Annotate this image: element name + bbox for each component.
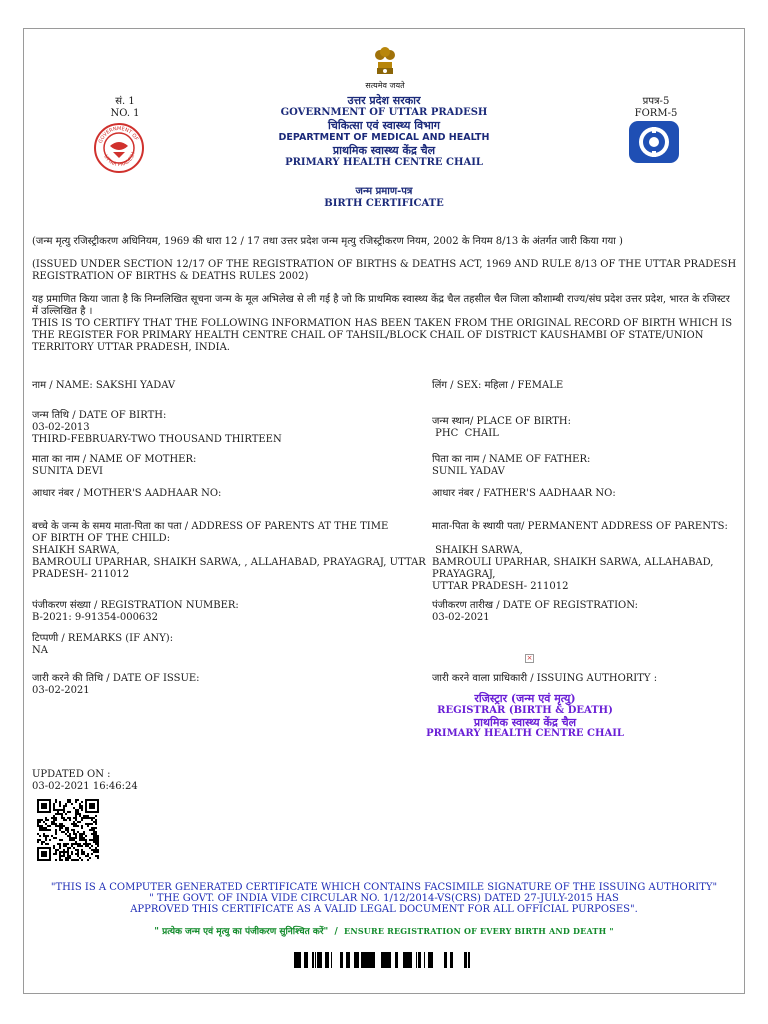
dept-title-en: DEPARTMENT OF MEDICAL AND HEALTH <box>278 132 490 143</box>
footer-circular-line1: " THE GOVT. OF INDIA VIDE CIRCULAR NO. 1/12/2014-VS(CRS) DATED 27-JULY-2015 HAS <box>149 893 619 904</box>
govt-title-en: GOVERNMENT OF UTTAR PRADESH <box>280 107 488 118</box>
registrar-title-hindi: रजिस्ट्रार (जन्म एवं मृत्यु) <box>474 692 576 705</box>
permanent-address-line1: SHAIKH SARWA, <box>432 545 523 556</box>
name-field: नाम / NAME: SAKSHI YADAV <box>32 380 176 391</box>
mother-aadhaar-label: आधार नंबर / MOTHER'S AADHAAR NO: <box>32 488 222 499</box>
dob-words: THIRD-FEBRUARY-TWO THOUSAND THIRTEEN <box>32 434 282 445</box>
registrar-phc-hindi: प्राथमिक स्वास्थ्य केंद्र चैल <box>473 716 577 729</box>
emblem-motto: सत्यमेव जयते <box>365 81 405 90</box>
birth-address-label-line1: बच्चे के जन्म के समय माता-पिता का पता / ADDRESS OF PARENTS AT THE TIME <box>32 521 389 532</box>
birth-address-line3: PRADESH- 211012 <box>32 569 130 580</box>
sex-field: लिंग / SEX: महिला / FEMALE <box>432 380 564 391</box>
act-statement-en: (ISSUED UNDER SECTION 12/17 OF THE REGISTRATION OF BIRTHS & DEATHS ACT, 1969 AND RULE 8/13 OF THE UTTAR PRADESH REGISTRATION OF BIRTHS & DEATHS RULES 2002) <box>32 259 737 282</box>
dob-value: 03-02-2013 <box>32 422 90 433</box>
updated-on-label: UPDATED ON : <box>32 769 111 780</box>
national-emblem-icon <box>365 42 405 82</box>
permanent-address-line4: UTTAR PRADESH- 211012 <box>432 581 569 592</box>
permanent-address-label: माता-पिता के स्थायी पता/ PERMANENT ADDRESS OF PARENTS: <box>432 521 728 532</box>
seal-text-bottom: UTTAR PRADESH <box>102 151 137 169</box>
signature-image-placeholder-icon: × <box>526 654 533 662</box>
barcode-icon <box>294 952 474 968</box>
pob-value: PHC CHAIL <box>432 428 499 439</box>
phc-title-hindi: प्राथमिक स्वास्थ्य केंद्र चैल <box>332 144 436 157</box>
father-aadhaar-label: आधार नंबर / FATHER'S AADHAAR NO: <box>432 488 616 499</box>
father-name-value: SUNIL YADAV <box>432 466 505 477</box>
remarks-value: NA <box>32 645 48 656</box>
issue-date-value: 03-02-2021 <box>32 685 90 696</box>
phc-title-en: PRIMARY HEALTH CENTRE CHAIL <box>285 157 483 168</box>
permanent-address-line3: PRAYAGRAJ, <box>432 569 496 580</box>
father-name-label: पिता का नाम / NAME OF FATHER: <box>432 454 591 465</box>
issue-date-label: जारी करने की तिथि / DATE OF ISSUE: <box>32 673 200 684</box>
registrar-phc-en: PRIMARY HEALTH CENTRE CHAIL <box>426 728 624 739</box>
birth-address-label-line2: OF BIRTH OF THE CHILD: <box>32 533 171 544</box>
crs-logo-icon <box>628 120 680 164</box>
certify-statement-en: THIS IS TO CERTIFY THAT THE FOLLOWING INFORMATION HAS BEEN TAKEN FROM THE ORIGINAL RECORD OF BIRTH WHICH IS THE REGISTER FOR PRIMARY HEALTH CENTRE CHAIL OF TAHSIL/BLOCK CHAIL OF DISTRICT KAUSHAMBI OF STATE/UNION TERRITORY UTTAR PRADESH, INDIA. <box>32 318 733 353</box>
birth-address-line2: BAMROULI UPARHAR, SHAIKH SARWA, , ALLAHABAD, PRAYAGRAJ, UTTAR <box>32 557 426 568</box>
serial-number-en: NO. 1 <box>110 108 140 119</box>
dob-label: जन्म तिथि / DATE OF BIRTH: <box>32 410 167 421</box>
mother-name-value: SUNITA DEVI <box>32 466 103 477</box>
registration-number-label: पंजीकरण संख्या / REGISTRATION NUMBER: <box>32 600 239 611</box>
form-number-hindi: प्रपत्र-5 <box>642 96 670 107</box>
updated-on-value: 03-02-2021 16:46:24 <box>32 781 138 792</box>
issuing-authority-label: जारी करने वाला प्राधिकारी / ISSUING AUTHORITY : <box>432 673 658 684</box>
registration-number-value: B-2021: 9-91354-000632 <box>32 612 159 623</box>
footer-computer-generated-note: "THIS IS A COMPUTER GENERATED CERTIFICATE WHICH CONTAINS FACSIMILE SIGNATURE OF THE ISSUING AUTHORITY" <box>50 882 718 893</box>
govt-title-hindi: उत्तर प्रदेश सरकार <box>347 94 421 107</box>
registration-date-label: पंजीकरण तारीख / DATE OF REGISTRATION: <box>432 600 638 611</box>
act-statement-hindi: (जन्म मृत्यु रजिस्ट्रीकरण अधिनियम, 1969 की धारा 12 / 17 तथा उत्तर प्रदेश जन्म मृत्यु रजिस्ट्रीकरण नियम, 2002 के नियम 8/13 के अंतर्गत जारी किया गया ) <box>32 236 623 247</box>
birth-address-line1: SHAIKH SARWA, <box>32 545 120 556</box>
remarks-label: टिप्पणी / REMARKS (IF ANY): <box>32 633 174 644</box>
permanent-address-line2: BAMROULI UPARHAR, SHAIKH SARWA, ALLAHABAD, <box>432 557 714 568</box>
registration-date-value: 03-02-2021 <box>432 612 490 623</box>
certificate-title-en: BIRTH CERTIFICATE <box>324 198 444 209</box>
serial-number-hindi: सं. 1 <box>115 96 135 107</box>
certify-statement-hindi: यह प्रमाणित किया जाता है कि निम्नलिखित सूचना जन्म के मूल अभिलेख से ली गई है जो कि प्राथमिक स्वास्थ्य केंद्र चैल तहसील चैल जिला कौशाम्बी राज्य/संघ प्रदेश उत्तर प्रदेश, भारत के रजिस्टर में उल्लिखित है । <box>32 294 730 317</box>
slogan-hindi: " प्रत्येक जन्म एवं मृत्यु का पंजीकरण सुनिश्चित करें" / <box>154 927 345 937</box>
footer-circular-line2: APPROVED THIS CERTIFICATE AS A VALID LEGAL DOCUMENT FOR ALL OFFICIAL PURPOSES". <box>130 904 638 915</box>
qr-code-icon <box>37 799 99 861</box>
pob-label: जन्म स्थान/ PLACE OF BIRTH: <box>432 416 571 427</box>
footer-slogan <box>34 926 734 938</box>
certificate-title-hindi: जन्म प्रमाण-पत्र <box>355 186 413 197</box>
up-government-seal-icon <box>93 122 145 174</box>
slogan-en: ENSURE REGISTRATION OF EVERY BIRTH AND DEATH " <box>344 926 614 936</box>
mother-name-label: माता का नाम / NAME OF MOTHER: <box>32 454 197 465</box>
form-number-en: FORM-5 <box>634 108 678 119</box>
dept-title-hindi: चिकित्सा एवं स्वास्थ्य विभाग <box>328 119 440 132</box>
seal-text-top: GOVERNMENT OF <box>97 125 140 145</box>
registrar-title-en: REGISTRAR (BIRTH & DEATH) <box>437 705 613 716</box>
